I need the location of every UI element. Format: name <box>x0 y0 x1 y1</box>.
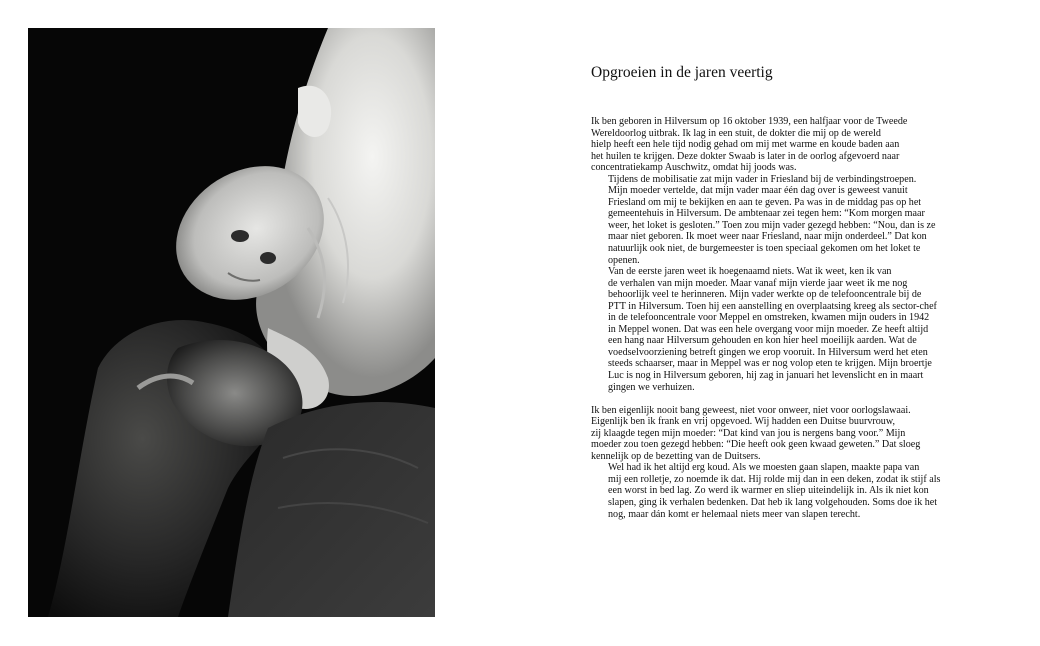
text-line: in Meppel wonen. Dat was een hele overgang voor mijn moeder. Ze heeft altijd <box>608 323 929 335</box>
paragraph <box>591 266 963 393</box>
text-line: gemeentehuis in Hilversum. De ambtenaar zei tegen hem: “Kom morgen maar <box>608 208 925 220</box>
text-line: concentratiekamp Auschwitz, omdat hij joods was. <box>591 162 797 174</box>
text-line: hielp heeft een hele tijd nodig gehad om mij met warme en koude baden aan <box>591 139 900 151</box>
paragraph <box>591 405 963 463</box>
text-line: nog, maar dán komt er helemaal niets meer van slapen terecht. <box>608 508 861 520</box>
text-line: zij klaagde tegen mijn moeder: “Dat kind van jou is nergens bang voor.” Mijn <box>591 427 906 439</box>
chapter-title: Opgroeien in de jaren veertig <box>591 64 773 81</box>
photograph <box>28 28 435 617</box>
text-section <box>591 116 963 393</box>
text-line: moeder zou toen gezegd hebben: “Die heeft ook geen kwaad geweten.” Dat sloeg <box>591 439 921 451</box>
text-line: kennelijk op de bezetting van de Duitsers. <box>591 450 761 462</box>
text-line: PTT in Hilversum. Toen hij een aanstelling en overplaatsing kreeg als sector-chef <box>608 300 937 312</box>
text-line: een worst in bed lag. Zo werd ik warmer en sliep uiteindelijk in. Als ik niet kon <box>608 485 929 497</box>
text-line: openen. <box>608 254 640 266</box>
text-line: weer, het loket is gesloten.” Toen zou mijn vader gezegd hebben: “Nou, dan is ze <box>608 219 936 231</box>
paragraph <box>591 116 963 174</box>
text-line: de verhalen van mijn moeder. Maar vanaf mijn vierde jaar weet ik me nog <box>608 277 908 289</box>
text-line: het huilen te krijgen. Deze dokter Swaab is later in de oorlog afgevoerd naar <box>591 150 900 162</box>
text-line: mij een rolletje, zo noemde ik dat. Hij rolde mij dan in een deken, zodat ik stijf als <box>608 473 941 485</box>
text-line: behoorlijk veel te herinneren. Mijn vader werkte op de telefooncentrale bij de <box>608 289 922 301</box>
text-line: Tijdens de mobilisatie zat mijn vader in Friesland bij de verbindingstroepen. <box>608 173 917 185</box>
paragraph <box>591 462 963 520</box>
text-line: Wereldoorlog uitbrak. Ik lag in een stuit, de dokter die mij op de wereld <box>591 127 881 139</box>
text-line: een hang naar Hilversum gehouden en kon hier heel moeilijk aarden. Wat de <box>608 335 917 347</box>
text-line: Eigenlijk ben ik frank en vrij opgevoed. Wij hadden een Duitse buurvrouw, <box>591 416 896 428</box>
text-line: voedselvoorziening betreft gingen we erop vooruit. In Hilversum werd het eten <box>608 346 928 358</box>
text-line: natuurlijk ook niet, de burgemeester is toen speciaal gekomen om het loket te <box>608 243 921 255</box>
text-line: Luc is nog in Hilversum geboren, hij zag in januari het levenslicht en in maart <box>608 370 924 382</box>
text-line: gingen we verhuizen. <box>608 381 695 393</box>
body-text <box>591 116 963 520</box>
text-line: slapen, ging ik verhalen bedenken. Dat heb ik lang volgehouden. Soms doe ik het <box>608 497 938 508</box>
text-line: Mijn moeder vertelde, dat mijn vader maar één dag over is geweest vanuit <box>608 185 908 197</box>
paragraph <box>591 174 963 266</box>
text-line: Friesland om mij te bekijken en aan te geven. Pa was in de middag pas op het <box>608 196 922 208</box>
text-line: steeds schaarser, maar in Meppel was er nog volop eten te krijgen. Mijn broertje <box>608 358 932 370</box>
text-line: Wel had ik het altijd erg koud. Als we moesten gaan slapen, maakte papa van <box>608 462 920 474</box>
text-page <box>591 62 963 520</box>
text-line: maar niet geboren. Ik moet weer naar Friesland, naar mijn onderdeel.” Dat kon <box>608 231 927 243</box>
photo-mother-and-baby-icon <box>28 28 435 617</box>
text-line: Ik ben geboren in Hilversum op 16 oktober 1939, een halfjaar voor de Tweede <box>591 116 908 127</box>
text-section <box>591 405 963 520</box>
text-line: Ik ben eigenlijk nooit bang geweest, niet voor onweer, niet voor oorlogslawaai. <box>591 404 911 416</box>
text-line: in de telefooncentrale voor Meppel en omstreken, kwamen mijn ouders in 1942 <box>608 312 930 324</box>
text-line: Van de eerste jaren weet ik hoegenaamd niets. Wat ik weet, ken ik van <box>608 266 892 278</box>
